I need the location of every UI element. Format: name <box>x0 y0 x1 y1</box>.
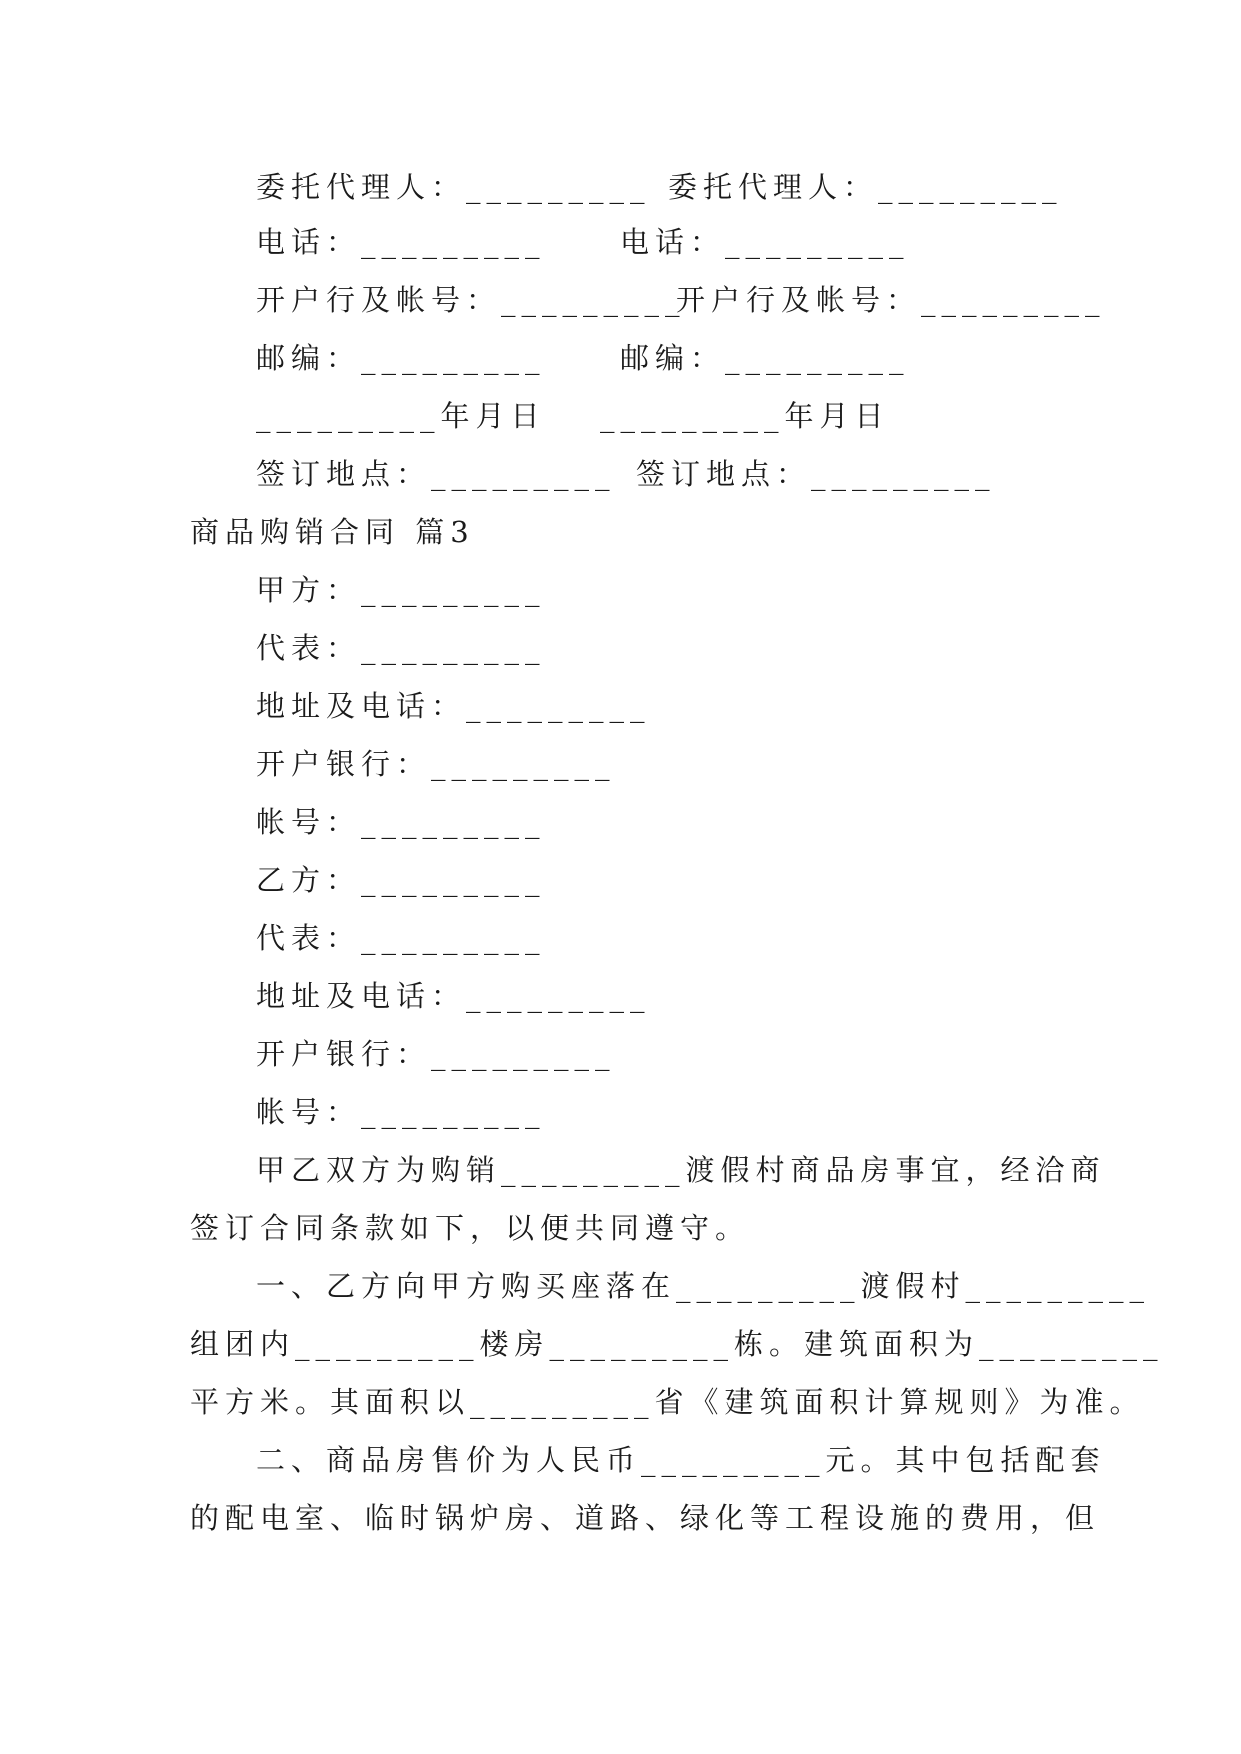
bank-account-left: 开户行及帐号：_________ <box>256 283 686 317</box>
bank-account-right: 开户行及帐号：_________ <box>676 283 1106 317</box>
body-line: 组团内_________楼房_________栋。建筑面积为_________ <box>190 1327 1164 1361</box>
body-line: 二、商品房售价为人民币_________元。其中包括配套 <box>256 1443 1106 1477</box>
party-b-bank: 开户银行：_________ <box>256 1037 616 1071</box>
party-a-bank: 开户银行：_________ <box>256 747 616 781</box>
party-a-address-phone: 地址及电话：_________ <box>256 689 651 723</box>
party-b-account: 帐号：_________ <box>256 1095 546 1129</box>
date-right: _________年月日 <box>600 399 890 433</box>
body-line: 的配电室、临时锅炉房、道路、绿化等工程设施的费用，但 <box>190 1501 1101 1535</box>
body-line: 甲乙双方为购销_________渡假村商品房事宜，经洽商 <box>256 1153 1106 1187</box>
party-a-representative: 代表：_________ <box>256 631 546 665</box>
postcode-left: 邮编：_________ <box>256 341 546 375</box>
sign-place-right: 签订地点：_________ <box>636 457 996 491</box>
party-a-name: 甲方：_________ <box>256 573 546 607</box>
party-b-address-phone: 地址及电话：_________ <box>256 979 651 1013</box>
party-b-representative: 代表：_________ <box>256 921 546 955</box>
section-title: 商品购销合同 篇3 <box>190 515 475 549</box>
phone-left: 电话：_________ <box>256 225 546 259</box>
sign-place-left: 签订地点：_________ <box>256 457 616 491</box>
party-b-name: 乙方：_________ <box>256 863 546 897</box>
body-line: 一、乙方向甲方购买座落在_________渡假村_________ <box>256 1269 1151 1303</box>
date-left: _________年月日 <box>256 399 546 433</box>
phone-right: 电话：_________ <box>620 225 910 259</box>
body-line: 签订合同条款如下，以便共同遵守。 <box>190 1211 751 1245</box>
postcode-right: 邮编：_________ <box>620 341 910 375</box>
party-a-account: 帐号：_________ <box>256 805 546 839</box>
agent-right: 委托代理人：_________ <box>668 170 1063 204</box>
body-line: 平方米。其面积以_________省《建筑面积计算规则》为准。 <box>190 1385 1145 1419</box>
agent-left: 委托代理人：_________ <box>256 170 651 204</box>
